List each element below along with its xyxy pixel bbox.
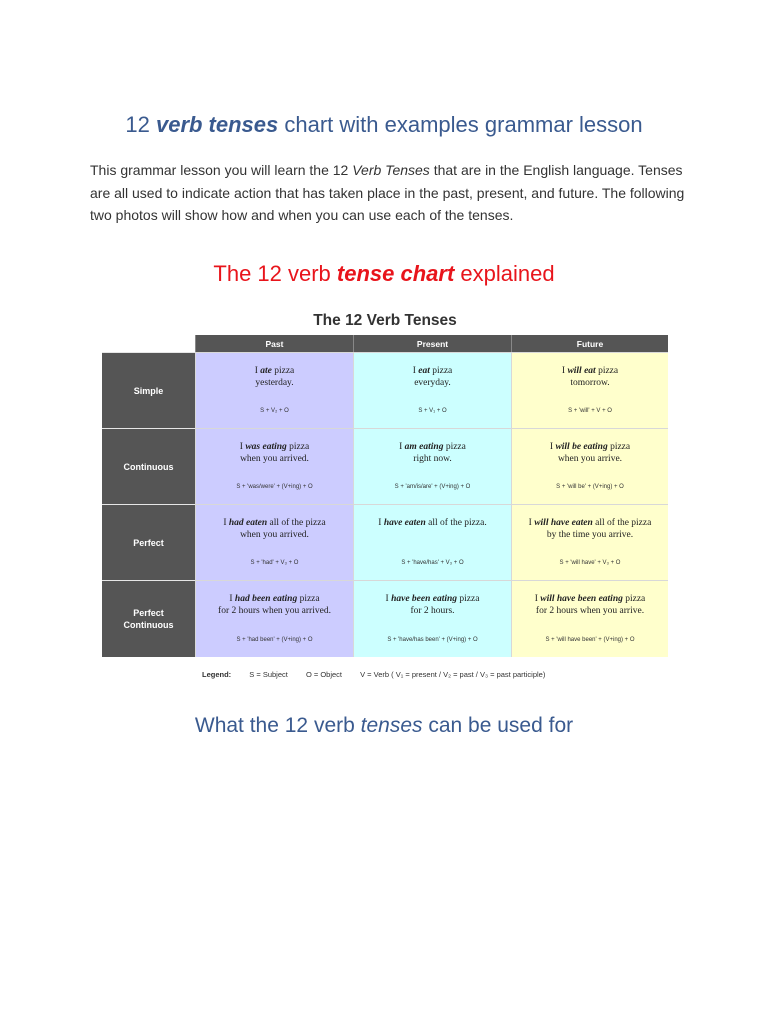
example-line-2: yesterday. <box>255 377 294 388</box>
example-verb: eat <box>418 366 430 376</box>
tense-formula: S + 'will have been' + (V+ing) + O <box>545 637 635 643</box>
uses-heading-emphasis: tenses <box>360 714 423 737</box>
example-pre: I <box>254 366 261 376</box>
example-verb: had eaten <box>228 518 268 528</box>
intro-part-1: This grammar lesson you will learn the 12 <box>90 162 353 178</box>
chart-heading-pre: The 12 verb <box>213 261 337 286</box>
example-sentence <box>358 594 507 617</box>
example-line-2: by the time you arrive. <box>546 529 634 540</box>
example-post: pizza <box>297 594 320 604</box>
tense-formula: S + 'am/is/are' + (V+ing) + O <box>394 484 471 490</box>
column-header-past: Past <box>195 335 353 352</box>
example-line-2: for 2 hours. <box>410 605 455 616</box>
tense-grid <box>102 335 668 657</box>
example-verb: had been eating <box>234 594 298 604</box>
example-verb: have been eating <box>391 594 458 604</box>
tense-cell <box>353 504 511 580</box>
example-pre: I <box>378 518 384 528</box>
tense-cell <box>353 352 511 428</box>
example-pre: I <box>385 594 392 604</box>
tense-formula: S + 'will be' + (V+ing) + O <box>556 484 624 490</box>
tense-formula: S + 'have/has' + V₃ + O <box>401 560 464 566</box>
example-post: all of the pizza. <box>425 518 487 528</box>
row-header-continuous: Continuous <box>102 428 195 504</box>
example-post: all of the pizza <box>592 518 652 528</box>
tense-formula: S + 'had' + V₃ + O <box>250 560 299 566</box>
tense-cell <box>511 504 668 580</box>
example-line-2: when you arrived. <box>240 453 309 464</box>
tense-cell <box>195 580 353 657</box>
example-pre: I <box>561 366 568 376</box>
example-sentence <box>358 442 507 465</box>
example-post: pizza <box>457 594 480 604</box>
title-emphasis: verb tenses <box>155 112 279 137</box>
example-post: pizza <box>429 366 453 376</box>
example-post: pizza <box>607 442 631 452</box>
tense-formula: S + 'have/has been' + (V+ing) + O <box>387 637 478 643</box>
column-header-future: Future <box>511 335 668 352</box>
example-verb: am eating <box>404 442 444 452</box>
example-sentence <box>516 518 664 541</box>
example-verb: will have eaten <box>534 518 593 528</box>
example-sentence <box>516 442 664 465</box>
tense-cell <box>353 428 511 504</box>
example-verb: will be eating <box>555 442 608 452</box>
tense-cell <box>195 504 353 580</box>
tense-cell <box>511 428 668 504</box>
example-line-2: for 2 hours when you arrived. <box>218 605 331 616</box>
example-line-2: tomorrow. <box>570 377 610 388</box>
tense-formula: S + V₁ + O <box>418 408 447 414</box>
verb-tense-chart <box>102 308 668 688</box>
tense-cell <box>195 352 353 428</box>
chart-title: The 12 Verb Tenses <box>313 312 457 329</box>
example-line-2: everyday. <box>414 377 451 388</box>
tense-formula: S + 'had been' + (V+ing) + O <box>236 637 313 643</box>
tense-cell <box>511 580 668 657</box>
example-pre: I <box>399 442 405 452</box>
example-verb: was eating <box>245 442 287 452</box>
example-sentence <box>200 366 349 389</box>
tense-cell <box>353 580 511 657</box>
uses-heading-pre: What the 12 verb <box>194 714 361 737</box>
chart-section-heading <box>0 259 768 289</box>
grid-corner <box>102 335 195 352</box>
example-post: pizza <box>271 366 295 376</box>
title-post: chart with examples grammar lesson <box>278 112 643 137</box>
example-sentence <box>200 518 349 541</box>
column-header-present: Present <box>353 335 511 352</box>
example-sentence <box>516 594 664 617</box>
example-pre: I <box>549 442 556 452</box>
tense-cell <box>511 352 668 428</box>
example-post: all of the pizza <box>267 518 326 528</box>
row-header-perfect: Perfect <box>102 504 195 580</box>
intro-emphasis: Verb Tenses <box>352 162 430 178</box>
tense-formula: S + 'was/were' + (V+ing) + O <box>236 484 313 490</box>
page-title <box>0 110 768 140</box>
example-post: pizza <box>443 442 466 452</box>
example-line-2: when you arrive. <box>557 453 623 464</box>
legend-object: O = Object <box>305 670 342 679</box>
row-header-simple: Simple <box>102 352 195 428</box>
example-sentence <box>516 366 664 389</box>
example-pre: I <box>412 366 419 376</box>
intro-part-2: that are in the English language. Tenses are all used to indicate action that has taken place in the past, present, and future. The following two photos will show how and when you can use each of the tenses. <box>90 162 685 223</box>
example-verb: will eat <box>567 366 596 376</box>
example-pre: I <box>229 594 235 604</box>
example-sentence <box>358 366 507 389</box>
example-verb: will have been eating <box>540 594 623 604</box>
example-pre: I <box>534 594 541 604</box>
chart-heading-post: explained <box>454 261 555 286</box>
legend-label: Legend: <box>202 670 232 679</box>
example-line-2: when you arrived. <box>240 529 309 540</box>
tense-formula: S + 'will' + V + O <box>568 408 612 414</box>
chart-heading-emphasis: tense chart <box>336 261 455 286</box>
example-post: pizza <box>286 442 310 452</box>
uses-section-heading <box>0 711 768 741</box>
row-header-perfect-continuous: Perfect Continuous <box>102 580 195 657</box>
tense-formula: S + 'will have' + V₃ + O <box>559 560 621 566</box>
example-pre: I <box>528 518 535 528</box>
uses-heading-post: can be used for <box>422 714 574 737</box>
tense-formula: S + V₂ + O <box>260 408 289 414</box>
example-sentence <box>200 442 349 465</box>
example-pre: I <box>223 518 229 528</box>
example-pre: I <box>239 442 246 452</box>
chart-legend <box>202 670 561 679</box>
tense-cell <box>195 428 353 504</box>
legend-subject: S = Subject <box>249 670 288 679</box>
example-post: pizza <box>622 594 646 604</box>
example-sentence <box>200 594 349 617</box>
example-post: pizza <box>595 366 619 376</box>
legend-verb: V = Verb ( V₁ = present / V₂ = past / V₃ = past participle) <box>360 670 546 679</box>
example-line-2: for 2 hours when you arrive. <box>535 605 645 616</box>
example-line-2: right now. <box>413 453 452 464</box>
example-verb: ate <box>260 366 272 376</box>
example-verb: have eaten <box>383 518 426 528</box>
example-sentence <box>358 518 507 530</box>
intro-paragraph <box>90 159 690 227</box>
title-pre: 12 <box>125 112 156 137</box>
